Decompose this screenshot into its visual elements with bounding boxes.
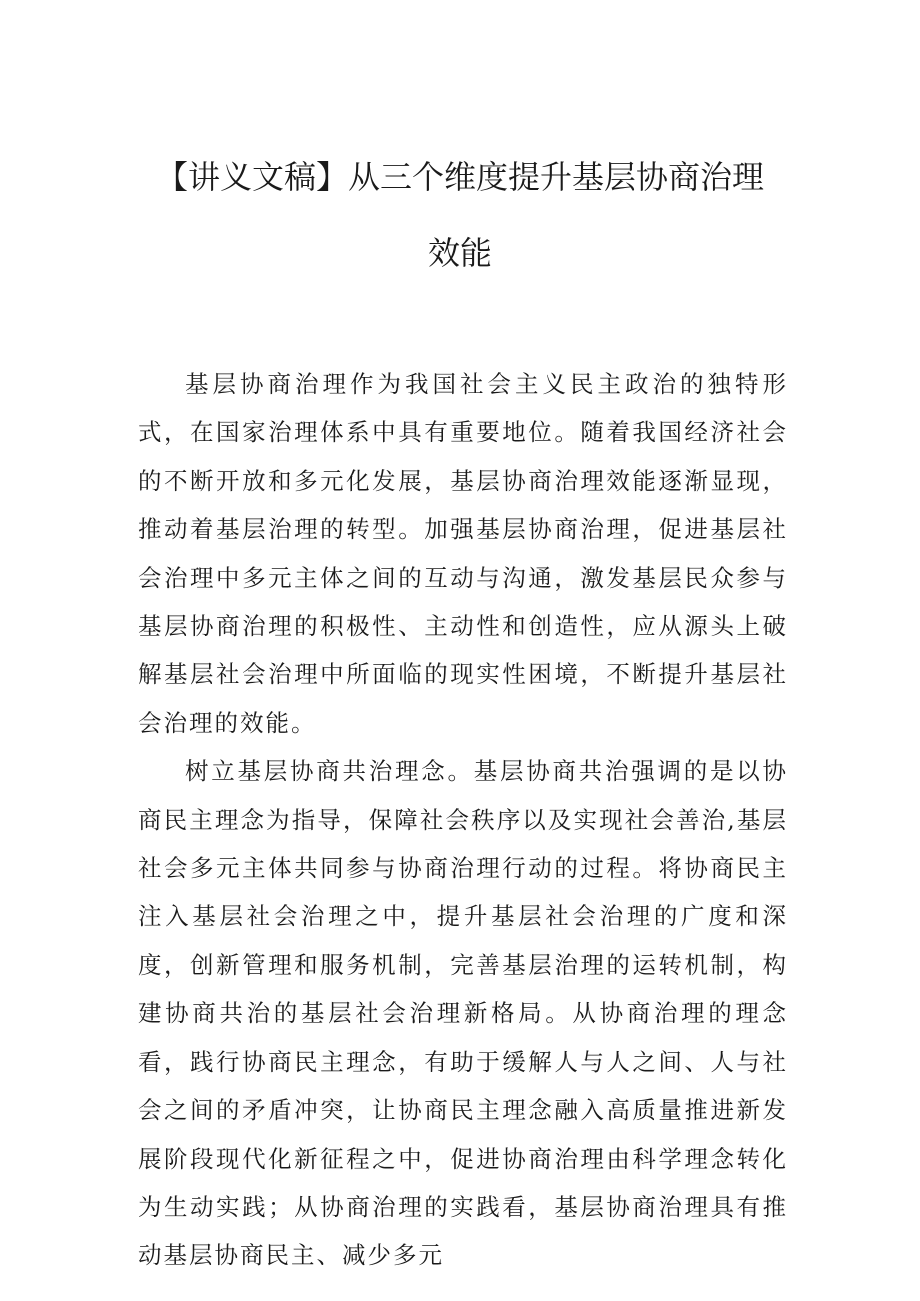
document-title-line-1: 【讲义文稿】从三个维度提升基层协商治理 bbox=[155, 158, 764, 196]
document-body bbox=[138, 360, 788, 1280]
document-title-line-2: 效能 bbox=[427, 234, 492, 272]
paragraph-consensus-governance: 树立基层协商共治理念。基层协商共治强调的是以协商民主理念为指导，保障社会秩序以及实现社会善治,基层社会多元主体共同参与协商治理行动的过程。将协商民主注入基层社会治理之中，提升基层社会治理的广度和深度，创新管理和服务机制，完善基层治理的运转机制，构建协商共治的基层社会治理新格局。从协商治理的理念看，践行协商民主理念，有助于缓解人与人之间、人与社会之间的矛盾冲突，让协商民主理念融入高质量推进新发展阶段现代化新征程之中，促进协商治理由科学理念转化为生动实践；从协商治理的实践看，基层协商治理具有推动基层协商民主、减少多元 bbox=[138, 757, 788, 1270]
paragraph-intro: 基层协商治理作为我国社会主义民主政治的独特形式，在国家治理体系中具有重要地位。随着我国经济社会的不断开放和多元化发展，基层协商治理效能逐渐显现，推动着基层治理的转型。加强基层协商治理，促进基层社会治理中多元主体之间的互动与沟通，激发基层民众参与基层协商治理的积极性、主动性和创造性，应从源头上破解基层社会治理中所面临的现实性困境，不断提升基层社会治理的效能。 bbox=[138, 370, 788, 737]
